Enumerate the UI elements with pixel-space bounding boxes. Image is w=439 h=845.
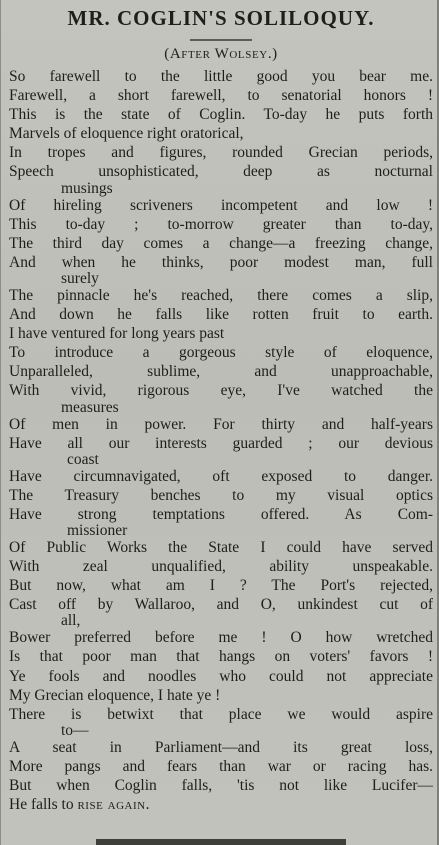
poem-line: Marvels of eloquence right oratorical, [9,125,244,143]
poem-line-continuation: coast [67,450,99,468]
poem-line: There is betwixt that place we would aspire [9,705,433,723]
poem-line: The pinnacle he's reached, there comes a slip, [9,286,433,304]
poem-line: But when Coglin falls, 'tis not like Lucifer— [9,777,433,794]
poem-line: With zeal unqualified, ability unspeakable. [9,558,433,576]
poem-final-text: He falls to [9,796,78,814]
poem-line: My Grecian eloquence, I hate ye ! [9,686,221,704]
poem-line-continuation: measures [61,398,119,416]
poem-line: Bower preferred before me ! O how wretched [9,629,433,647]
poem-line: Ye fools and noodles who could not appreciate [9,667,433,685]
poem-line-continuation: musings [61,179,113,197]
poem-line: Farewell, a short farewell, to senatorial honors ! [9,87,433,105]
poem-line: With vivid, rigorous eye, I've watched the [9,382,433,400]
poem-line-continuation: all, [61,612,81,630]
poem-line: Is that poor man that hangs on voters' favors ! [9,648,433,666]
poem-line: Have strong temptations offered. As Com- [9,505,433,523]
poem-line: This is the state of Coglin. To-day he puts forth [9,106,433,124]
poem-line: Have circumnavigated, oft exposed to danger. [9,467,433,485]
poem-line: Have all our interests guarded ; our devious [9,434,433,452]
poem-line: A seat in Parliament—and its great loss, [9,738,433,756]
poem-line: This to-day ; to-morrow greater than to-day, [9,215,433,233]
poem-line: Of men in power. For thirty and half-years [9,415,433,433]
poem-line: The third day comes a change—a freezing change, [9,234,433,252]
article-title: MR. COGLIN'S SOLILOQUY. [67,6,375,30]
poem-line: Unparalleled, sublime, and unapproachable, [9,363,433,381]
poem-final-emphasis: rise again. [77,796,150,814]
poem-line: To introduce a gorgeous style of eloquence, [9,344,433,362]
poem-line-continuation: surely [61,269,99,287]
poem-line: The Treasury benches to my visual optics [9,486,433,504]
poem-line-continuation: missioner [67,521,128,539]
poem-line: Speech unsophisticated, deep as nocturnal [9,163,433,181]
article-subtitle: (After Wolsey.) [164,46,278,62]
title-divider [190,39,252,41]
poem-final-line [9,795,433,814]
poem-line: So farewell to the little good you bear me. [9,68,433,85]
poem-line: I have ventured for long years past [9,325,225,343]
bottom-rule [96,839,346,845]
poem-line-continuation: to— [61,721,89,739]
poem-line: Cast off by Wallaroo, and O, unkindest cut of [9,596,433,614]
poem-line: More pangs and fears than war or racing has. [9,757,433,775]
poem-line: And when he thinks, poor modest man, full [9,253,433,271]
poem-line: Of hireling scriveners incompetent and low ! [9,196,433,214]
poem-line: Of Public Works the State I could have served [9,538,433,556]
poem-line: But now, what am I ? The Port's rejected, [9,577,433,595]
poem-line: In tropes and figures, rounded Grecian periods, [9,144,433,162]
poem-body [9,67,433,814]
poem-line: And down he falls like rotten fruit to earth. [9,306,433,324]
